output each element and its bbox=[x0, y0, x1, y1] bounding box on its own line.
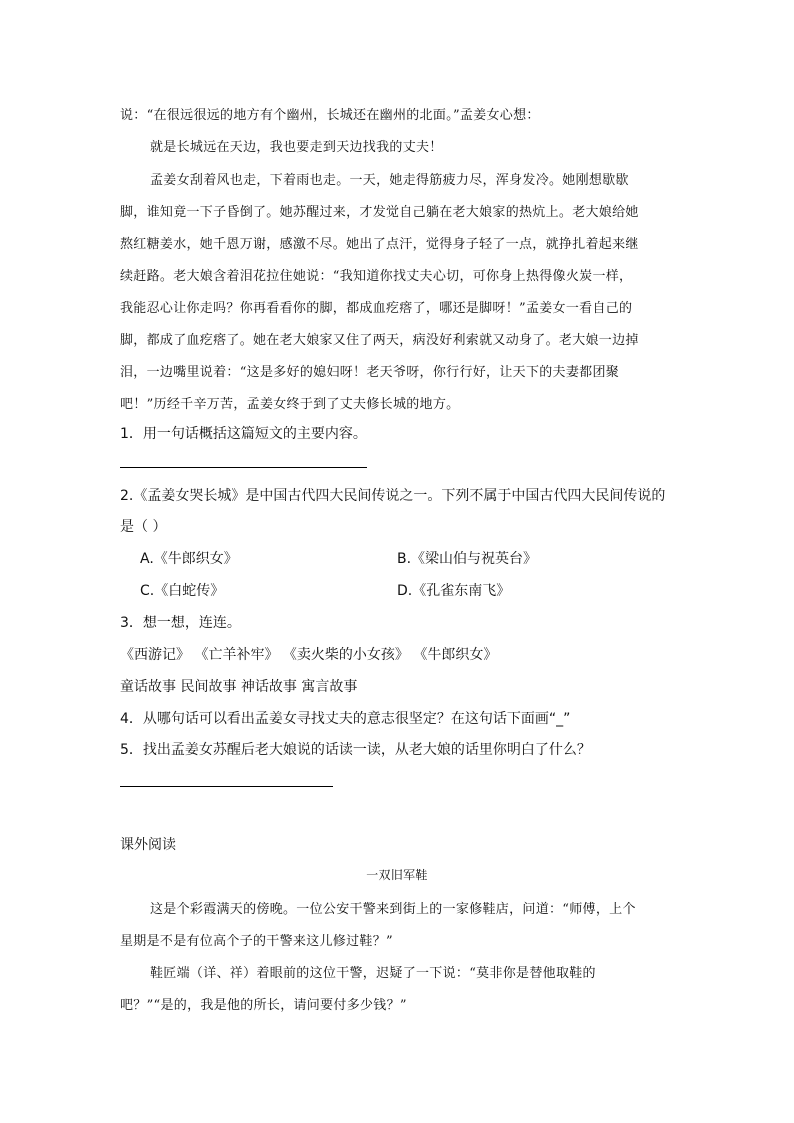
passage-text: 这是个彩霞满天的傍晚。一位公安干警来到街上的一家修鞋店，问道：“师傅，上个 bbox=[150, 902, 636, 917]
option-d[interactable]: D.《孔雀东南飞》 bbox=[397, 583, 511, 599]
answer-line-1[interactable] bbox=[120, 467, 367, 468]
question-1: 1．用一句话概括这篇短文的主要内容。 bbox=[120, 426, 367, 442]
story-text: 脚，谁知竟一下子昏倒了。她苏醒过来，才发觉自己躺在老大娘家的热炕上。老大娘给她 bbox=[120, 205, 639, 220]
option-c[interactable]: C.《白蛇传》 bbox=[140, 583, 225, 599]
story-text: 续赶路。老大娘含着泪花拉住她说：“我知道你找丈夫心切，可你身上热得像火炭一样， bbox=[120, 269, 633, 284]
question-3: 3．想一想，连连。 bbox=[120, 615, 241, 631]
question-5: 5．找出孟姜女苏醒后老大娘说的话读一读，从老大娘的话里你明白了什么？ bbox=[120, 742, 591, 758]
option-a[interactable]: A.《牛郎织女》 bbox=[140, 551, 238, 567]
question-2-cont: 是（ ） bbox=[120, 519, 167, 535]
story-text: 泪，一边嘴里说着：“这是多好的媳妇呀！老天爷呀，你行行好，让天下的夫妻都团聚 bbox=[120, 365, 620, 380]
passage-title: 一双旧军鞋 bbox=[366, 868, 428, 882]
passage-text: 吧？”“是的，我是他的所长，请问要付多少钱？” bbox=[120, 998, 407, 1013]
story-text: 说：“在很远很远的地方有个幽州，长城还在幽州的北面。”孟姜女心想： bbox=[120, 108, 540, 123]
story-text: 孟姜女刮着风也走，下着雨也走。一天，她走得筋疲力尽，浑身发冷。她刚想歇歇 bbox=[150, 173, 629, 188]
passage-text: 鞋匠端（详、祥）着眼前的这位干警，迟疑了一下说：“莫非你是替他取鞋的 bbox=[150, 966, 596, 981]
story-text: 我能忍心让你走吗？你再看看你的脚，都成血疙瘩了，哪还是脚呀！”孟姜女一看自己的 bbox=[120, 301, 633, 316]
story-text: 脚，都成了血疙瘩了。她在老大娘家又住了两天，病没好利索就又动身了。老大娘一边掉 bbox=[120, 333, 639, 348]
story-text: 熬红糖姜水，她千恩万谢，感激不尽。她出了点汗，觉得身子轻了一点，就挣扎着起来继 bbox=[120, 237, 639, 252]
option-b[interactable]: B.《梁山伯与祝英台》 bbox=[397, 551, 538, 567]
story-text: 吧！”历经千辛万苦，孟姜女终于到了丈夫修长城的地方。 bbox=[120, 397, 460, 412]
question-2: 2.《孟姜女哭长城》是中国古代四大民间传说之一。下列不属于中国古代四大民间传说的 bbox=[120, 488, 666, 504]
matching-story-types[interactable]: 童话故事 民间故事 神话故事 寓言故事 bbox=[120, 679, 358, 695]
passage-text: 星期是不是有位高个子的干警来这儿修过鞋？” bbox=[120, 934, 393, 949]
answer-line-5[interactable] bbox=[120, 786, 333, 787]
section-heading: 课外阅读 bbox=[120, 837, 176, 853]
matching-book-titles[interactable]: 《西游记》 《亡羊补牢》 《卖火柴的小女孩》 《牛郎织女》 bbox=[120, 647, 498, 663]
story-text: 就是长城远在天边，我也要走到天边找我的丈夫！ bbox=[150, 140, 443, 155]
question-4: 4．从哪句话可以看出孟姜女寻找丈夫的意志很坚定？在这句话下面画“_” bbox=[120, 711, 571, 727]
